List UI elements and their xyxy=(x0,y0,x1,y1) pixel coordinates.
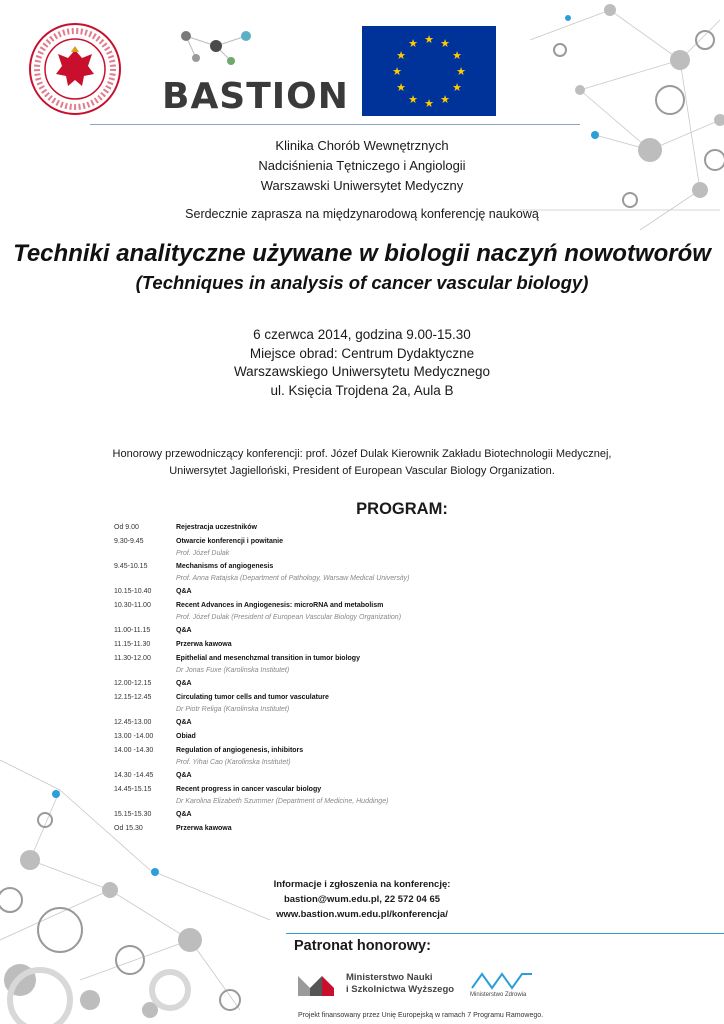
schedule-speaker-row xyxy=(114,573,574,584)
schedule-row xyxy=(114,782,574,796)
schedule-time: 11.30-12.00 xyxy=(114,654,151,662)
schedule-row xyxy=(114,559,574,573)
network-decoration-top-right xyxy=(520,0,724,260)
schedule-time: 15.15-15.30 xyxy=(114,810,152,818)
schedule-speaker: Prof. Yihai Cao (Karolinska Institutet) xyxy=(176,759,291,766)
svg-text:★: ★ xyxy=(424,33,434,46)
schedule-time: 12.45-13.00 xyxy=(114,718,152,726)
schedule-time: 14.30 -14.45 xyxy=(114,771,154,779)
schedule-speaker-row xyxy=(114,548,574,559)
footer-divider xyxy=(286,933,724,934)
schedule-time: 9.45-10.15 xyxy=(114,562,148,570)
bastion-logo xyxy=(158,26,349,118)
svg-text:★: ★ xyxy=(452,81,462,94)
schedule-row xyxy=(114,676,574,690)
schedule-title: Rejestracja uczestników xyxy=(176,523,257,531)
schedule-speaker: Dr Karolina Elizabeth Szummer (Department of Medicine, Huddinge) xyxy=(176,798,389,805)
ministry-science-name xyxy=(346,972,466,996)
schedule-row xyxy=(114,584,574,598)
ministry-line-1: Ministerstwo Nauki xyxy=(346,972,433,983)
schedule-title: Mechanisms of angiogenesis xyxy=(176,562,274,570)
ministry-line-2: i Szkolnictwa Wyższego xyxy=(346,984,455,995)
schedule-title: Q&A xyxy=(176,771,192,779)
event-venue-1: Miejsce obrad: Centrum Dydaktyczne xyxy=(249,345,475,361)
svg-text:★: ★ xyxy=(424,97,434,110)
bastion-wordmark: BASTION xyxy=(162,76,349,117)
schedule-speaker: Prof. Józef Dulak (President of European Vascular Biology Organization) xyxy=(176,614,402,621)
event-details xyxy=(0,326,724,400)
schedule-row xyxy=(114,729,574,743)
schedule-time: 13.00 -14.00 xyxy=(114,732,154,740)
schedule-time: 10.15-10.40 xyxy=(114,587,152,595)
schedule-row xyxy=(114,807,574,821)
schedule-row xyxy=(114,534,574,548)
schedule-speaker: Dr Piotr Religa (Karolinska Institutet) xyxy=(176,706,290,713)
clinic-line-1: Klinika Chorób Wewnętrznych xyxy=(275,138,449,153)
ministry-m-icon xyxy=(296,972,340,998)
event-address: ul. Księcia Trojdena 2a, Aula B xyxy=(270,382,454,398)
svg-text:★: ★ xyxy=(456,65,466,78)
registration-info xyxy=(0,877,724,922)
schedule-row xyxy=(114,743,574,757)
info-website-link[interactable]: www.bastion.wum.edu.pl/konferencja/ xyxy=(276,909,448,920)
svg-text:★: ★ xyxy=(440,93,450,106)
schedule-time: 11.15-11.30 xyxy=(114,640,151,648)
schedule-time: 11.00-11.15 xyxy=(114,626,151,634)
schedule-row xyxy=(114,768,574,782)
schedule-row xyxy=(114,598,574,612)
schedule-title: Przerwa kawowa xyxy=(176,824,232,832)
schedule-row xyxy=(114,690,574,704)
schedule-row xyxy=(114,715,574,729)
schedule-time: Od 9.00 xyxy=(114,523,139,531)
schedule-speaker-row xyxy=(114,757,574,768)
schedule-time: 14.45-15.15 xyxy=(114,785,152,793)
event-date: 6 czerwca 2014, godzina 9.00-15.30 xyxy=(253,327,471,342)
schedule-speaker-row xyxy=(114,612,574,623)
schedule-time: Od 15.30 xyxy=(114,824,143,832)
header-divider xyxy=(90,124,580,125)
schedule-row xyxy=(114,651,574,665)
event-venue-2: Warszawskiego Uniwersytetu Medycznego xyxy=(233,364,491,379)
schedule-speaker: Prof. Józef Dulak xyxy=(176,550,230,557)
ministry-science-logo xyxy=(296,972,455,1003)
schedule-time: 14.00 -14.30 xyxy=(114,746,154,754)
schedule-speaker-row xyxy=(114,796,574,807)
ministry-health-name: Ministerstwo Zdrowia xyxy=(470,992,527,998)
wum-university-logo xyxy=(28,22,122,116)
schedule-row xyxy=(114,520,574,534)
schedule-row xyxy=(114,623,574,637)
schedule-time: 12.15-12.45 xyxy=(114,693,152,701)
ministry-health-icon xyxy=(470,970,540,992)
conference-title-polish: Techniki analityczne używane w biologii naczyń nowotworów xyxy=(13,240,711,267)
patronage-heading: Patronat honorowy: xyxy=(294,938,431,954)
schedule-time: 9.30-9.45 xyxy=(114,537,144,545)
schedule-title: Recent progress in cancer vascular biology xyxy=(176,785,322,793)
schedule-time: 12.00-12.15 xyxy=(114,679,152,687)
schedule-title: Q&A xyxy=(176,587,192,595)
ministry-health-logo xyxy=(470,970,544,1000)
schedule-speaker: Dr Jonas Fuxe (Karolinska Institutet) xyxy=(176,667,290,674)
eu-flag-logo xyxy=(362,26,496,116)
schedule-row xyxy=(114,821,574,835)
schedule-title: Otwarcie konferencji i powitanie xyxy=(176,537,283,545)
eu-funding-footer: Projekt finansowany przez Unię Europejską w ramach 7 Programu Ramowego. xyxy=(298,1012,544,1019)
schedule-title: Q&A xyxy=(176,626,192,634)
schedule-title: Obiad xyxy=(176,732,196,740)
svg-text:★: ★ xyxy=(392,65,402,78)
schedule-time: 10.30-11.00 xyxy=(114,601,151,609)
conference-title-english: (Techniques in analysis of cancer vascular biology) xyxy=(135,272,589,293)
clinic-name xyxy=(0,136,724,196)
schedule-title: Circulating tumor cells and tumor vasculature xyxy=(176,693,329,701)
schedule-title: Q&A xyxy=(176,810,192,818)
svg-text:★: ★ xyxy=(396,81,406,94)
honorary-line-1: Honorowy przewodniczący konferencji: prof. Józef Dulak Kierownik Zakładu Biotechnologii Medycznej, xyxy=(112,448,612,460)
info-contact[interactable]: bastion@wum.edu.pl, 22 572 04 65 xyxy=(283,894,441,905)
schedule-title: Q&A xyxy=(176,679,192,687)
program-heading: PROGRAM: xyxy=(356,500,448,518)
schedule-row xyxy=(114,637,574,651)
honorary-line-2: Uniwersytet Jagielloński, President of European Vascular Biology Organization. xyxy=(169,465,555,477)
svg-text:★: ★ xyxy=(408,93,418,106)
invitation-text: Serdecznie zaprasza na międzynarodową konferencję naukową xyxy=(185,207,539,221)
honorary-chair xyxy=(0,446,724,480)
svg-text:★: ★ xyxy=(396,49,406,62)
svg-text:★: ★ xyxy=(440,37,450,50)
schedule-speaker: Prof. Anna Ratajska (Department of Pathology, Warsaw Medical University) xyxy=(176,575,410,582)
schedule-title: Epithelial and mesenchzmal transition in tumor biology xyxy=(176,654,360,662)
schedule-speaker-row xyxy=(114,665,574,676)
svg-text:★: ★ xyxy=(452,49,462,62)
schedule-speaker-row xyxy=(114,704,574,715)
clinic-line-2: Nadciśnienia Tętniczego i Angiologii xyxy=(258,158,466,173)
info-line-1: Informacje i zgłoszenia na konferencję: xyxy=(273,879,451,890)
bastion-molecule-icon xyxy=(176,26,256,66)
svg-text:★: ★ xyxy=(408,37,418,50)
schedule-title: Recent Advances in Angiogenesis: microRNA and metabolism xyxy=(176,601,384,609)
program-schedule xyxy=(114,520,574,835)
schedule-title: Q&A xyxy=(176,718,192,726)
schedule-title: Przerwa kawowa xyxy=(176,640,232,648)
schedule-title: Regulation of angiogenesis, inhibitors xyxy=(176,746,304,754)
clinic-line-3: Warszawski Uniwersytet Medyczny xyxy=(260,178,464,193)
